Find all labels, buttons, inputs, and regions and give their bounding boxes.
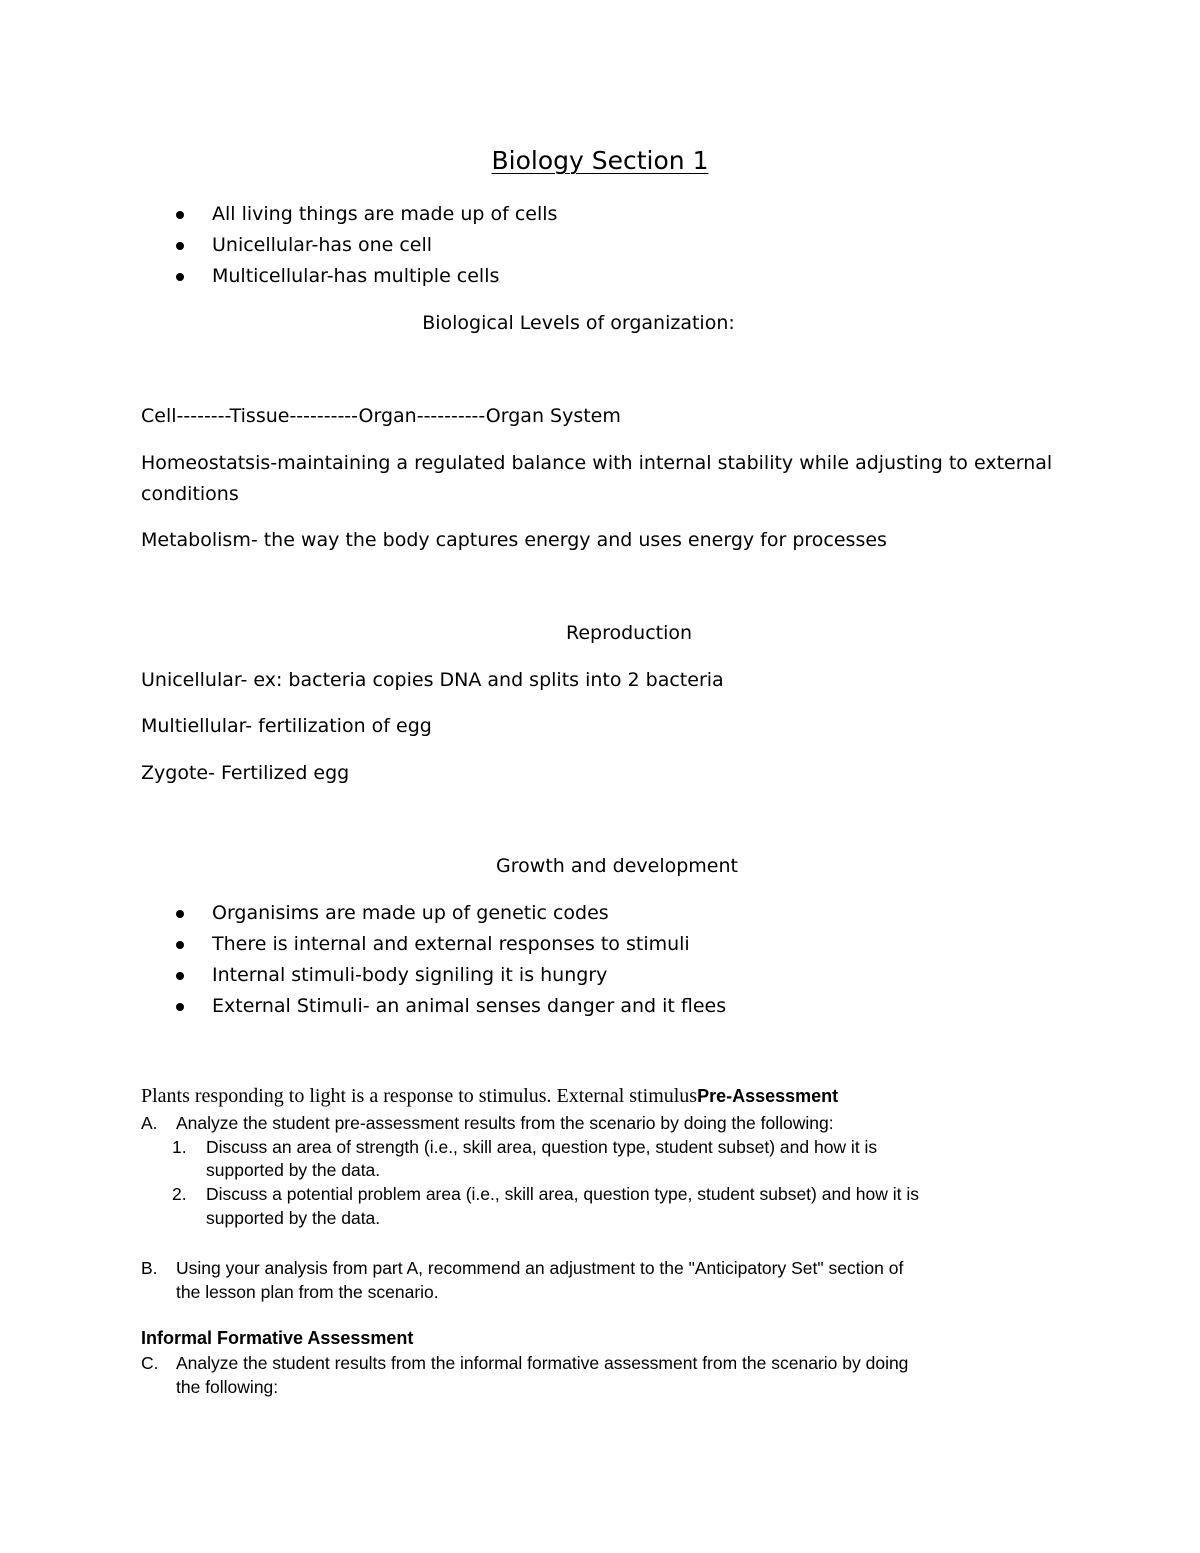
- pre-assessment-heading: Pre-Assessment: [697, 1086, 839, 1106]
- item-a-text: Analyze the student pre-assessment results from the scenario by doing the following:: [176, 1113, 834, 1133]
- item-a2-marker: 2.: [172, 1184, 187, 1204]
- list-item: All living things are made up of cells: [174, 203, 557, 234]
- homeostasis-definition-line1: Homeostatsis-maintaining a regulated balance with internal stability while adjusting to external: [141, 452, 1053, 474]
- growth-heading: Growth and development: [496, 855, 738, 877]
- plants-stimulus-text: Plants responding to light is a response to stimulus. External stimulus: [141, 1085, 698, 1107]
- item-a2-line1: Discuss a potential problem area (i.e., skill area, question type, student subset) and how it is: [206, 1184, 920, 1204]
- levels-chain: Cell--------Tissue----------Organ----------Organ System: [141, 405, 621, 427]
- item-c-line1: Analyze the student results from the informal formative assessment from the scenario by doing: [176, 1353, 909, 1373]
- item-b-line2: the lesson plan from the scenario.: [176, 1282, 439, 1302]
- list-item: Internal stimuli-body signiling it is hungry: [174, 964, 726, 995]
- list-item: There is internal and external responses to stimuli: [174, 933, 726, 964]
- multicellular-reproduction: Multiellular- fertilization of egg: [141, 715, 432, 737]
- list-item: Organisims are made up of genetic codes: [174, 902, 726, 933]
- informal-assessment-heading: Informal Formative Assessment: [141, 1328, 414, 1348]
- list-item: External Stimuli- an animal senses danger and it flees: [174, 995, 726, 1026]
- page-title: Biology Section 1: [491, 146, 709, 175]
- unicellular-reproduction: Unicellular- ex: bacteria copies DNA and splits into 2 bacteria: [141, 669, 724, 691]
- item-a1-line1: Discuss an area of strength (i.e., skill area, question type, student subset) and how it is: [206, 1137, 878, 1157]
- homeostasis-definition-line2: conditions: [141, 483, 239, 505]
- item-c-marker: C.: [141, 1353, 159, 1373]
- plants-stimulus-line: [141, 1085, 838, 1108]
- item-b-line1: Using your analysis from part A, recommend an adjustment to the "Anticipatory Set" section of: [176, 1258, 904, 1278]
- metabolism-definition: Metabolism- the way the body captures energy and uses energy for processes: [141, 529, 887, 551]
- intro-bullet-list: [174, 203, 557, 296]
- item-a-marker: A.: [141, 1113, 158, 1133]
- reproduction-heading: Reproduction: [565, 622, 693, 644]
- list-item: Unicellular-has one cell: [174, 234, 557, 265]
- list-item: Multicellular-has multiple cells: [174, 265, 557, 296]
- levels-heading: Biological Levels of organization:: [422, 312, 735, 334]
- item-a1-line2: supported by the data.: [206, 1160, 381, 1180]
- item-a2-line2: supported by the data.: [206, 1208, 381, 1228]
- growth-bullet-list: [174, 902, 726, 1026]
- item-c-line2: the following:: [176, 1377, 279, 1397]
- zygote-definition: Zygote- Fertilized egg: [141, 762, 350, 784]
- item-b-marker: B.: [141, 1258, 158, 1278]
- item-a1-marker: 1.: [172, 1137, 187, 1157]
